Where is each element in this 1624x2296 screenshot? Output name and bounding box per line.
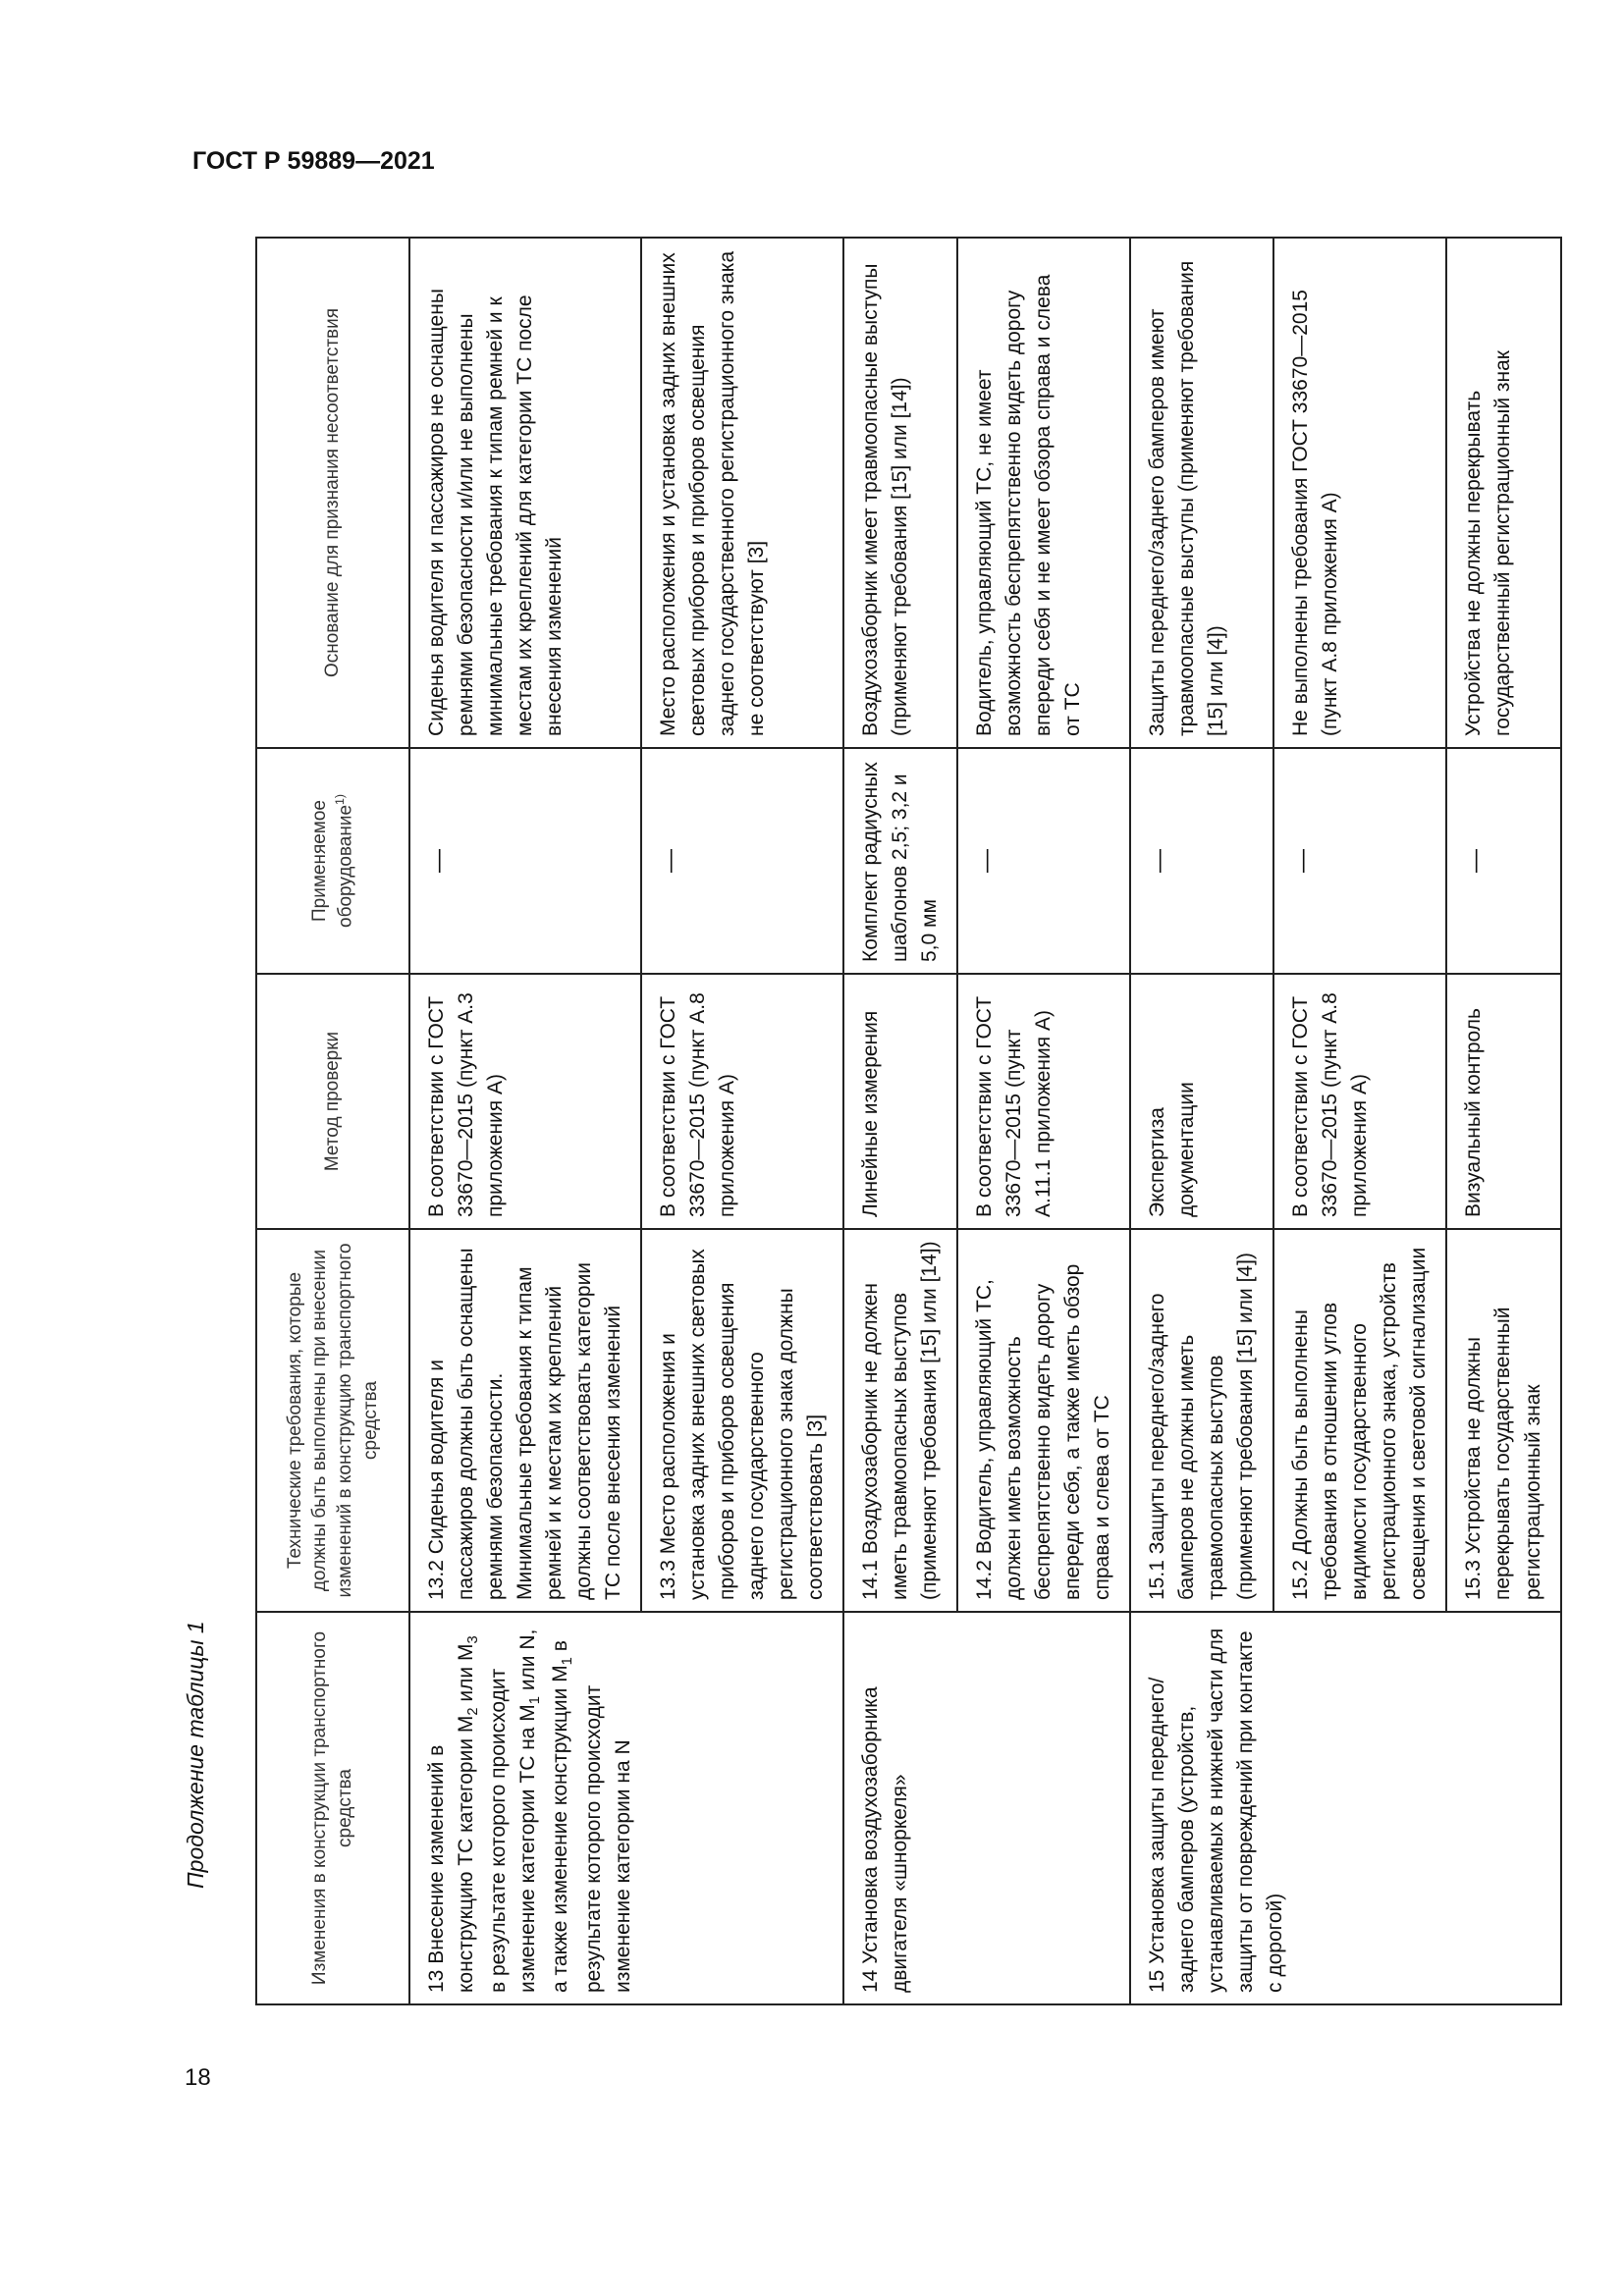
basis-13-3: Место расположения и установка задних внешних световых приборов и приборов освещения заднего государственного регистрационного знака не соответствуют [3] — [641, 238, 843, 748]
basis-15-1: Защиты переднего/заднего бамперов имеют травмоопасные выступы (применяют требования [15] или [4]) — [1130, 238, 1273, 748]
table-header-row — [256, 238, 409, 2004]
rotated-table-container — [255, 239, 1544, 2005]
header-equipment — [256, 748, 409, 974]
method-13-2: В соответствии с ГОСТ 33670—2015 (пункт А.3 приложения А) — [409, 974, 641, 1229]
header-requirements: Технические требования, которые должны быть выполнены при внесении изменений в конструкцию транспортного средства — [256, 1229, 409, 1612]
document-code: ГОСТ Р 59889—2021 — [192, 147, 435, 175]
requirement-13-2: 13.2 Сиденья водителя и пассажиров должны быть оснащены ремнями безопасности. Минимальные требования к типам ремней и к местам их креплений должны соответствовать категории ТС после внесения изменений — [409, 1229, 641, 1612]
method-15-2: В соответствии с ГОСТ 33670—2015 (пункт А.8 приложения А) — [1273, 974, 1446, 1229]
requirements-table — [255, 237, 1562, 2005]
table-row — [409, 238, 641, 2004]
header-equipment-label: Применяемое оборудование — [308, 800, 356, 928]
table-caption-wrap — [183, 1621, 222, 1928]
page-number: 18 — [185, 2064, 211, 2091]
change-15: 15 Установка защиты переднего/заднего бамперов (устройств, устанавливаемых в нижней части для защиты от повреждений при контакте с дорогой) — [1130, 1612, 1560, 2004]
equipment-13-3: — — [641, 748, 843, 974]
table-row — [843, 238, 957, 2004]
equipment-15-3: — — [1446, 748, 1560, 974]
method-15-3: Визуальный контроль — [1446, 974, 1560, 1229]
equipment-13-2: — — [409, 748, 641, 974]
header-changes: Изменения в конструкции транспортного средства — [256, 1612, 409, 2004]
requirement-15-3: 15.3 Устройства не должны перекрывать государственный регистрационный знак — [1446, 1229, 1560, 1612]
basis-13-2: Сиденья водителя и пассажиров не оснащены ремнями безопасности и/или не выполнены минимальные требования к типам ремней и к местам их креплений для категории ТС после внесения изменений — [409, 238, 641, 748]
change-13: 13 Внесение изменений в конструкцию ТС категории $M_2$ или $M_3$ в результате которого происходит изменение категории ТС на $M_1$ или N, а также изменение конструкции $M_1$ в результате которого происходит изменение категории на N — [409, 1612, 843, 2004]
change-14: 14 Установка воздухозаборника двигателя «шноркеля» — [843, 1612, 1130, 2004]
header-basis: Основание для признания несоответствия — [256, 238, 409, 748]
method-13-3: В соответствии с ГОСТ 33670—2015 (пункт А.8 приложения А) — [641, 974, 843, 1229]
table-caption: Продолжение таблицы 1 — [183, 1621, 208, 1889]
equipment-14-2: — — [957, 748, 1130, 974]
table-row — [1130, 238, 1273, 2004]
requirement-13-3: 13.3 Место расположения и установка задних внешних световых приборов и приборов освещения заднего государственного регистрационного знака должны соответствовать [3] — [641, 1229, 843, 1612]
requirement-15-1: 15.1 Защиты переднего/заднего бамперов не должны иметь травмоопасных выступов (применяют требования [15] или [4]) — [1130, 1229, 1273, 1612]
requirement-14-2: 14.2 Водитель, управляющий ТС, должен иметь возможность беспрепятственно видеть дорогу впереди себя, а также иметь обзор справа и слева от ТС — [957, 1229, 1130, 1612]
basis-14-1: Воздухозаборник имеет травмоопасные выступы (применяют требования [15] или [14]) — [843, 238, 957, 748]
requirement-15-2: 15.2 Должны быть выполнены требования в отношении углов видимости государственного регистрационного знака, устройств освещения и световой сигнализации — [1273, 1229, 1446, 1612]
equipment-14-1: Комплект радиусных шаблонов 2,5; 3,2 и 5,0 мм — [843, 748, 957, 974]
method-14-2: В соответствии с ГОСТ 33670—2015 (пункт А.11.1 приложения А) — [957, 974, 1130, 1229]
method-14-1: Линейные измерения — [843, 974, 957, 1229]
header-method: Метод проверки — [256, 974, 409, 1229]
basis-15-3: Устройства не должны перекрывать государственный регистрационный знак — [1446, 238, 1560, 748]
header-footnote: 1) — [333, 794, 348, 805]
basis-14-2: Водитель, управляющий ТС, не имеет возможность беспрепятственно видеть дорогу впереди себя и не имеет обзора справа и слева от ТС — [957, 238, 1130, 748]
basis-15-2: Не выполнены требования ГОСТ 33670—2015 (пункт А.8 приложения А) — [1273, 238, 1446, 748]
method-15-1: Экспертиза документации — [1130, 974, 1273, 1229]
requirement-14-1: 14.1 Воздухозаборник не должен иметь травмоопасных выступов (применяют требования [15] или [14]) — [843, 1229, 957, 1612]
equipment-15-1: — — [1130, 748, 1273, 974]
equipment-15-2: — — [1273, 748, 1446, 974]
